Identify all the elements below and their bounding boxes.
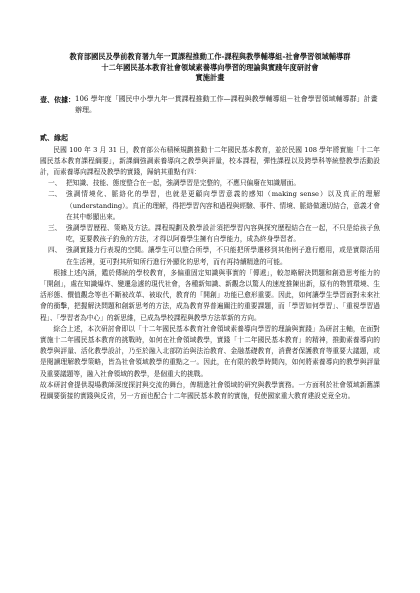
origin-paragraph-3: 綜合上述，本次研討會即以「十二年國民基本教育社會領域素養導向學習的理論與實踐」為研討主軸，在面對實施十二年國民基本教育的挑戰時，如何在社會領域教學，實踐「十二年國民基本教育」的精神，推動素養導向的教學與評量、活化教學設計，乃至於融入北部防治與法治教育、金融基礎教育，消費者保護教育等重要大議題，或是閱讀理解教學策略，皆為社會領域教學的重點之一。因此，在有限的教學時間內，如何將素養導向的教學與評量及重要議題等，融入社會領域的教學，是個重大的挑戰。 (40, 324, 380, 378)
basis-text: 106 學年度「國民中小學九年一貫課程推動工作—課程與教學輔導組－社會學習領域輔導群」計畫辦理。 (75, 94, 378, 114)
title-line-3: 實施計畫 (195, 73, 225, 82)
origin-points-list (40, 178, 380, 268)
basis-label: 壹、依據： (40, 94, 75, 104)
list-item-text: 強調實踐力行表現的空間。讓學生可以整合所學，不只能把所學遷移到其他例子進行應用，或是實際活用在生活裡，更可對其所知所行進行外顯化的思考，而有再持續精進的可能。 (66, 246, 380, 266)
document-title (40, 52, 380, 84)
origin-paragraph-4: 故本研討會提供現場教師深度探討與交流的舞台，俾精進社會領域的研究與教學實務。一方面利於社會領域新舊課程綱要銜接的實踐與反省，另一方面也配合十二年國民基本教育的實施，促使國家重大教育建設克竟全功。 (40, 380, 380, 400)
list-item-text: 強調學習歷程、策略及方法。課程規劃及教學設計須把學習內容與探究歷程結合在一起，不只是給孩子魚吃，更要教孩子釣魚的方法，才得以阿養學生擁有自學能力，成為終身學習者。 (66, 223, 380, 244)
title-line-2: 十二年國民基本教育社會領域素養導向學習的理論與實踐年度研討會 (101, 62, 319, 72)
title-line-1: 教育部國民及學前教育署九年一貫課程推動工作-課程與教學輔導組-社會學習領域輔導群 (69, 52, 351, 61)
basis-section (40, 94, 380, 117)
list-item-text: 強調情境化、脈絡化的學習，也就是更顧向學習意義的感知（making sense）以及真正的理解（understanding）。真正的理解，得把學習內容和過程與經驗、事件、情境、脈絡做適切結合，意義才會在其中彰顯出來。 (66, 190, 380, 221)
list-item (40, 245, 380, 267)
list-item-text: 把知識、技能、態度整合在一起，強調學習是完整的，不應只偏廢在知識層面。 (66, 179, 301, 188)
list-item (40, 223, 380, 245)
origin-intro-paragraph: 民國 100 年 3 月 31 日，教育部公布積極規劃推動十二年國民基本教育，並於民國 108 學年將實施「十二年國民基本教育課程綱要」，新課綱強調素養導向之教學與評量，校本課程，彈性課程以及跨學科等統整教學活動設計，而素養導向課程及教學的實踐，歸納其重點有四： (40, 145, 380, 176)
list-item (40, 189, 380, 223)
list-item (40, 178, 380, 189)
list-item-number: 三、 (48, 223, 62, 232)
list-item-number: 四、 (48, 246, 62, 255)
origin-paragraph-2: 根據上述內涵，鑑於傳統的學校教育，多偏重固定知識與事實的「傳遞」，較忽略解決問題和創造思考能力的「開創」，處在知識爆炸、變遷急遽的現代社會，各種新知識、新觀念以驚人的速度推陳出新，原有的物質環境、生活形態、價值觀念等也不斷被改革、被取代，教育的「開創」功能已愈形重要。因此，如何讓學生學習面對未來社會的衝擊，把握解決問題和創新思考的方法，成為教育界普遍關注的重要課題，而「學習如何學習」、「重視學習過程」、「學習者為中心」的新思維，已成為學校課程與教學方法革新的方向。 (40, 268, 380, 322)
list-item-number: 一、 (48, 179, 62, 188)
list-item-number: 二、 (48, 190, 62, 199)
origin-heading: 貳、緣起 (40, 132, 68, 142)
